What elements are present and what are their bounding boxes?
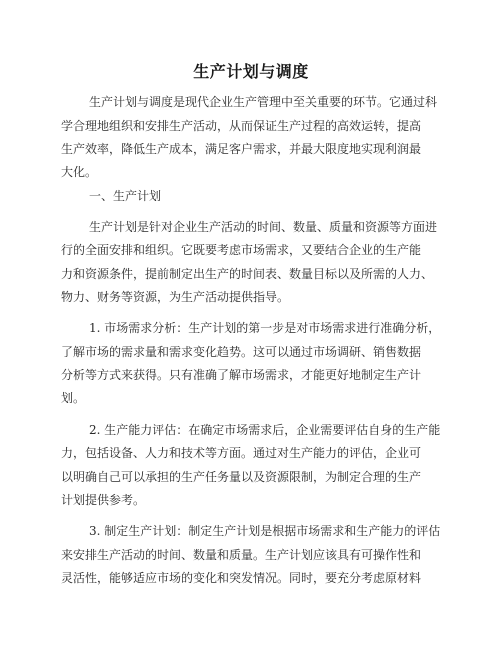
- paragraph-line: 生产效率，降低生产成本，满足客户需求，并最大限度地实现利润最: [61, 142, 422, 156]
- list-item-line: 了解市场的需求量和需求变化趋势。这可以通过市场调研、销售数据: [61, 345, 422, 359]
- list-item-line: 2. 生产能力评估：在确定市场需求后，企业需要评估自身的生产能: [89, 423, 441, 437]
- list-item-line: 来安排生产活动的时间、数量和质量。生产计划应该具有可操作性和: [61, 548, 422, 562]
- paragraph-line: 行的全面安排和组织。它既要考虑市场需求，又要结合企业的生产能: [61, 243, 422, 257]
- list-item-line: 分析等方式来获得。只有准确了解市场需求，才能更好地制定生产计: [61, 368, 422, 382]
- paragraph-line: 生产计划是针对企业生产活动的时间、数量、质量和资源等方面进: [89, 220, 438, 234]
- list-item-line: 3. 制定生产计划：制定生产计划是根据市场需求和生产能力的评估: [89, 524, 441, 538]
- section-heading: 一、生产计划: [89, 189, 162, 203]
- paragraph-line: 学合理地组织和安排生产活动，从而保证生产过程的高效运转，提高: [61, 119, 422, 133]
- paragraph-line: 力和资源条件，提前制定出生产的时间表、数量目标以及所需的人力、: [61, 267, 434, 281]
- list-item-line: 1. 市场需求分析：生产计划的第一步是对市场需求进行准确分析，: [89, 321, 441, 335]
- document-title: 生产计划与调度: [193, 62, 309, 81]
- list-item-line: 计划提供参考。: [61, 493, 146, 507]
- paragraph-line: 物力、财务等资源，为生产活动提供指导。: [61, 290, 290, 304]
- paragraph-line: 生产计划与调度是现代企业生产管理中至关重要的环节。它通过科: [89, 95, 438, 109]
- list-item-line: 灵活性，能够适应市场的变化和突发情况。同时，要充分考虑原材料: [61, 571, 422, 585]
- list-item-line: 以明确自己可以承担的生产任务量以及资源限制，为制定合理的生产: [61, 470, 422, 484]
- paragraph-line: 大化。: [61, 165, 98, 179]
- list-item-line: 力，包括设备、人力和技术等方面。通过对生产能力的评估，企业可: [61, 446, 422, 460]
- list-item-line: 划。: [61, 391, 86, 405]
